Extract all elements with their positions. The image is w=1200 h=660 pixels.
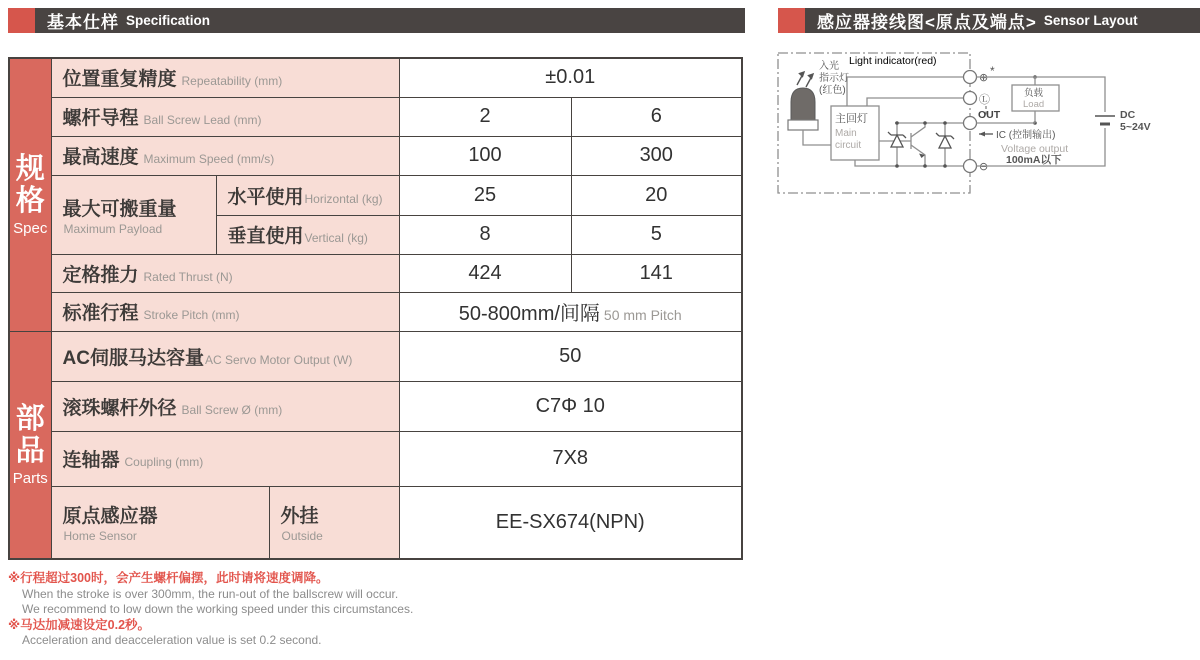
- current-limit-label: 100mA以下: [1006, 154, 1062, 166]
- spec-label-zh: 规格: [15, 152, 45, 218]
- light-indicator-zh-2: 指示灯: [819, 73, 849, 84]
- specification-table: [8, 57, 743, 560]
- horizontal-value-1: 25: [399, 175, 571, 215]
- terminal-out-label: OUT: [978, 109, 1001, 121]
- spec-header-bar: [35, 8, 745, 33]
- main-circuit-box: [831, 106, 879, 160]
- horizontal-value-2: 20: [571, 175, 742, 215]
- sensor-layout-header: [778, 8, 1200, 33]
- home-sensor-outside-label: 外挂 Outside: [269, 486, 399, 559]
- vertical-label: 垂直使用Vertical (kg): [216, 215, 399, 254]
- coupling-label: 连轴器 Coupling (mm): [51, 431, 399, 486]
- zener-diode-icon: [888, 132, 906, 147]
- terminal-minus-label: ⊖: [979, 161, 989, 173]
- table-row: [9, 136, 742, 175]
- spec-header-title-zh: 基本仕样: [47, 13, 119, 32]
- repeatability-value: ±0.01: [399, 58, 742, 97]
- main-circuit-en-2: circuit: [835, 140, 862, 151]
- max-speed-value-2: 300: [571, 136, 742, 175]
- table-row: [9, 175, 742, 215]
- note-line: ※行程超过300时，会产生螺杆偏摆，此时请将速度调降。: [8, 571, 329, 585]
- table-row: [9, 431, 742, 486]
- parts-label-zh: 部品: [15, 402, 45, 468]
- vertical-value-1: 8: [399, 215, 571, 254]
- note-line: ※马达加减速设定0.2秒。: [8, 617, 151, 632]
- sensor-header-title-en: Sensor Layout: [1043, 13, 1138, 28]
- footnotes: [8, 571, 568, 649]
- light-indicator-en: Light indicator(red): [849, 55, 937, 67]
- table-row: [9, 486, 742, 559]
- sensor-header-title-zh: 感应器接线图<原点及端点>: [817, 13, 1037, 32]
- spec-label-en: Spec: [13, 219, 48, 237]
- max-payload-label: 最大可搬重量 Maximum Payload: [51, 175, 216, 254]
- terminal-l-label: Ⓛ: [979, 94, 990, 106]
- main-circuit-en-1: Main: [835, 128, 857, 139]
- sensor-header-bar: [805, 8, 1200, 33]
- voltage-output-label: Voltage output: [1001, 143, 1069, 155]
- servo-output-value: 50: [399, 331, 742, 381]
- terminal-plus-label: ⊕: [979, 72, 989, 84]
- load-zh: 负载: [1024, 88, 1044, 99]
- light-indicator-zh-3: (红色): [819, 85, 846, 96]
- dc-label-2: 5~24V: [1120, 121, 1151, 133]
- zener-diode-icon: [936, 133, 954, 148]
- ic-output-annotation: [979, 128, 1055, 141]
- table-row: [9, 381, 742, 431]
- vertical-value-2: 5: [571, 215, 742, 254]
- parts-label-en: Parts: [12, 469, 48, 487]
- max-speed-value-1: 100: [399, 136, 571, 175]
- spec-header-title-en: Specification: [126, 13, 211, 28]
- section-label-spec: [9, 58, 51, 331]
- ball-screw-od-label: 滚珠螺杆外径 Ball Screw Ø (mm): [51, 381, 399, 431]
- red-square-accent: [778, 8, 805, 33]
- red-square-accent: [8, 8, 35, 33]
- terminal-star: *: [990, 64, 995, 78]
- spec-section-header: [8, 8, 745, 33]
- load-box: [1012, 85, 1059, 111]
- sensor-wiring-diagram: [775, 48, 1200, 200]
- table-row: [9, 97, 742, 136]
- note-line: When the stroke is over 300mm, the run-out of the ballscrew will occur.: [22, 586, 399, 601]
- load-en: Load: [1023, 99, 1045, 110]
- home-sensor-value: EE-SX674(NPN): [399, 486, 742, 559]
- ball-screw-lead-label: 螺杆导程 Ball Screw Lead (mm): [51, 97, 399, 136]
- ball-screw-lead-value-1: 2: [399, 97, 571, 136]
- light-arrows-icon: [797, 72, 813, 87]
- servo-output-label: AC伺服马达容量AC Servo Motor Output (W): [51, 331, 399, 381]
- max-speed-label: 最高速度 Maximum Speed (mm/s): [51, 136, 399, 175]
- dc-label-1: DC: [1120, 109, 1136, 121]
- note-line: Acceleration and deacceleration value is set 0.2 second.: [22, 633, 322, 647]
- horizontal-label: 水平使用Horizontal (kg): [216, 175, 399, 215]
- rated-thrust-value-2: 141: [571, 254, 742, 292]
- table-row: [9, 58, 742, 97]
- coupling-value: 7X8: [399, 431, 742, 486]
- repeatability-label: 位置重复精度 Repeatability (mm): [51, 58, 399, 97]
- main-circuit-zh: 主回灯: [835, 113, 868, 125]
- table-row: [9, 254, 742, 292]
- rated-thrust-label: 定格推力 Rated Thrust (N): [51, 254, 399, 292]
- note-line: We recommend to low down the working speed under this circumstances.: [22, 602, 414, 616]
- ic-label: IC (控制输出): [996, 130, 1056, 141]
- stroke-label: 标准行程 Stroke Pitch (mm): [51, 292, 399, 331]
- table-row: [9, 292, 742, 331]
- battery-icon: [1095, 116, 1115, 124]
- section-label-parts: [9, 331, 51, 559]
- light-indicator-zh-1: 入光: [819, 61, 839, 72]
- ball-screw-lead-value-2: 6: [571, 97, 742, 136]
- rated-thrust-value-1: 424: [399, 254, 571, 292]
- stroke-value: 50-800mm/间隔 50 mm Pitch: [399, 292, 742, 331]
- home-sensor-label: 原点感应器 Home Sensor: [51, 486, 269, 559]
- ball-screw-od-value: C7Φ 10: [399, 381, 742, 431]
- led-indicator-icon: [788, 88, 831, 145]
- table-row: [9, 331, 742, 381]
